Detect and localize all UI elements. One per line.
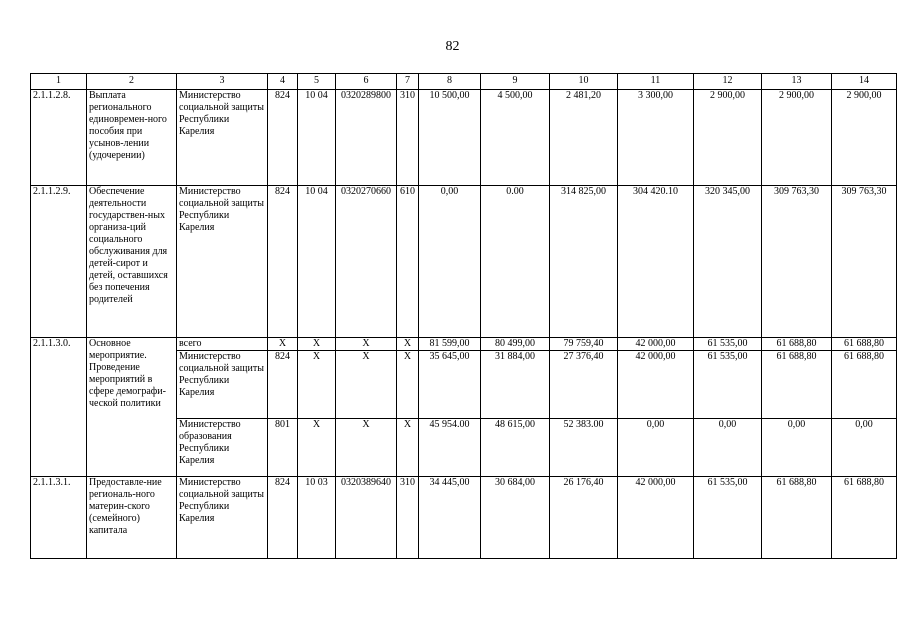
cell-col5: 10 04 [298, 90, 336, 186]
table-row [31, 477, 897, 559]
cell-col9: 30 684,00 [481, 477, 550, 559]
cell-col11: 3 300,00 [618, 90, 694, 186]
cell-col7: X [397, 351, 419, 419]
row-code: 2.1.1.2.9. [31, 186, 87, 338]
cell-col10: 52 383.00 [550, 419, 618, 477]
cell-col5: 10 04 [298, 186, 336, 338]
cell-col9: 4 500,00 [481, 90, 550, 186]
cell-col10: 26 176,40 [550, 477, 618, 559]
row-code: 2.1.1.3.0. [31, 338, 87, 477]
column-header: 14 [832, 74, 897, 90]
column-header: 4 [268, 74, 298, 90]
cell-col14: 61 688,80 [832, 338, 897, 351]
cell-col11: 0,00 [618, 419, 694, 477]
cell-col7: 610 [397, 186, 419, 338]
cell-col10: 79 759,40 [550, 338, 618, 351]
cell-col7: 310 [397, 90, 419, 186]
cell-col13: 0,00 [762, 419, 832, 477]
table-header-row [31, 74, 897, 90]
cell-col4: 824 [268, 186, 298, 338]
cell-col13: 61 688,80 [762, 477, 832, 559]
cell-col5: X [298, 338, 336, 351]
table-row [31, 186, 897, 338]
cell-col12: 61 535,00 [694, 351, 762, 419]
cell-col10: 27 376,40 [550, 351, 618, 419]
column-header: 5 [298, 74, 336, 90]
row-name: Выплата регионального единовремен-ного пособия при усынов-лении (удочерении) [87, 90, 177, 186]
cell-col12: 0,00 [694, 419, 762, 477]
cell-col9: 48 615,00 [481, 419, 550, 477]
column-header: 9 [481, 74, 550, 90]
cell-col14: 309 763,30 [832, 186, 897, 338]
cell-col4: 801 [268, 419, 298, 477]
cell-col14: 61 688,80 [832, 477, 897, 559]
cell-col11: 42 000,00 [618, 351, 694, 419]
budget-table [30, 73, 897, 559]
row-name: Предоставле-ние региональ-ного материн-ского (семейного) капитала [87, 477, 177, 559]
row-name: Обеспечение деятельности государствен-ных организа-ций социального обслуживания для детей-сирот и детей, оставшихся без попечения родителей [87, 186, 177, 338]
column-header: 1 [31, 74, 87, 90]
cell-col6: 0320270660 [336, 186, 397, 338]
row-executor: Министерство социальной защиты Республики Карелия [177, 186, 268, 338]
cell-col11: 304 420.10 [618, 186, 694, 338]
row-name: Основное мероприятие. Проведение мероприятий в сфере демографи-ческой политики [87, 338, 177, 477]
column-header: 3 [177, 74, 268, 90]
cell-col5: 10 03 [298, 477, 336, 559]
page-number: 82 [445, 39, 460, 54]
cell-col14: 61 688,80 [832, 351, 897, 419]
cell-col8: 10 500,00 [419, 90, 481, 186]
cell-col12: 61 535,00 [694, 338, 762, 351]
column-header: 10 [550, 74, 618, 90]
cell-col8: 45 954.00 [419, 419, 481, 477]
cell-col7: 310 [397, 477, 419, 559]
cell-col12: 320 345,00 [694, 186, 762, 338]
cell-col13: 61 688,80 [762, 338, 832, 351]
row-executor: Министерство образования Республики Карелия [177, 419, 268, 477]
row-executor: Министерство социальной защиты Республики Карелия [177, 90, 268, 186]
row-code: 2.1.1.2.8. [31, 90, 87, 186]
cell-col8: 81 599,00 [419, 338, 481, 351]
cell-col9: 31 884,00 [481, 351, 550, 419]
cell-col12: 2 900,00 [694, 90, 762, 186]
cell-col9: 0.00 [481, 186, 550, 338]
cell-col7: X [397, 338, 419, 351]
row-executor: всего [177, 338, 268, 351]
cell-col4: 824 [268, 351, 298, 419]
table-row [31, 338, 897, 351]
cell-col4: X [268, 338, 298, 351]
cell-col6: X [336, 351, 397, 419]
column-header: 2 [87, 74, 177, 90]
cell-col11: 42 000,00 [618, 338, 694, 351]
cell-col7: X [397, 419, 419, 477]
cell-col13: 2 900,00 [762, 90, 832, 186]
cell-col10: 2 481,20 [550, 90, 618, 186]
column-header: 6 [336, 74, 397, 90]
cell-col4: 824 [268, 477, 298, 559]
cell-col8: 35 645,00 [419, 351, 481, 419]
cell-col6: 0320389640 [336, 477, 397, 559]
cell-col12: 61 535,00 [694, 477, 762, 559]
cell-col6: 0320289800 [336, 90, 397, 186]
cell-col10: 314 825,00 [550, 186, 618, 338]
cell-col11: 42 000,00 [618, 477, 694, 559]
cell-col14: 2 900,00 [832, 90, 897, 186]
cell-col4: 824 [268, 90, 298, 186]
table-row [31, 90, 897, 186]
column-header: 8 [419, 74, 481, 90]
cell-col8: 34 445,00 [419, 477, 481, 559]
column-header: 13 [762, 74, 832, 90]
cell-col5: X [298, 419, 336, 477]
row-executor: Министерство социальной защиты Республики Карелия [177, 351, 268, 419]
cell-col13: 61 688,80 [762, 351, 832, 419]
cell-col9: 80 499,00 [481, 338, 550, 351]
column-header: 12 [694, 74, 762, 90]
cell-col6: X [336, 419, 397, 477]
column-header: 11 [618, 74, 694, 90]
cell-col5: X [298, 351, 336, 419]
cell-col8: 0,00 [419, 186, 481, 338]
column-header: 7 [397, 74, 419, 90]
row-code: 2.1.1.3.1. [31, 477, 87, 559]
cell-col13: 309 763,30 [762, 186, 832, 338]
cell-col14: 0,00 [832, 419, 897, 477]
row-executor: Министерство социальной защиты Республики Карелия [177, 477, 268, 559]
cell-col6: X [336, 338, 397, 351]
